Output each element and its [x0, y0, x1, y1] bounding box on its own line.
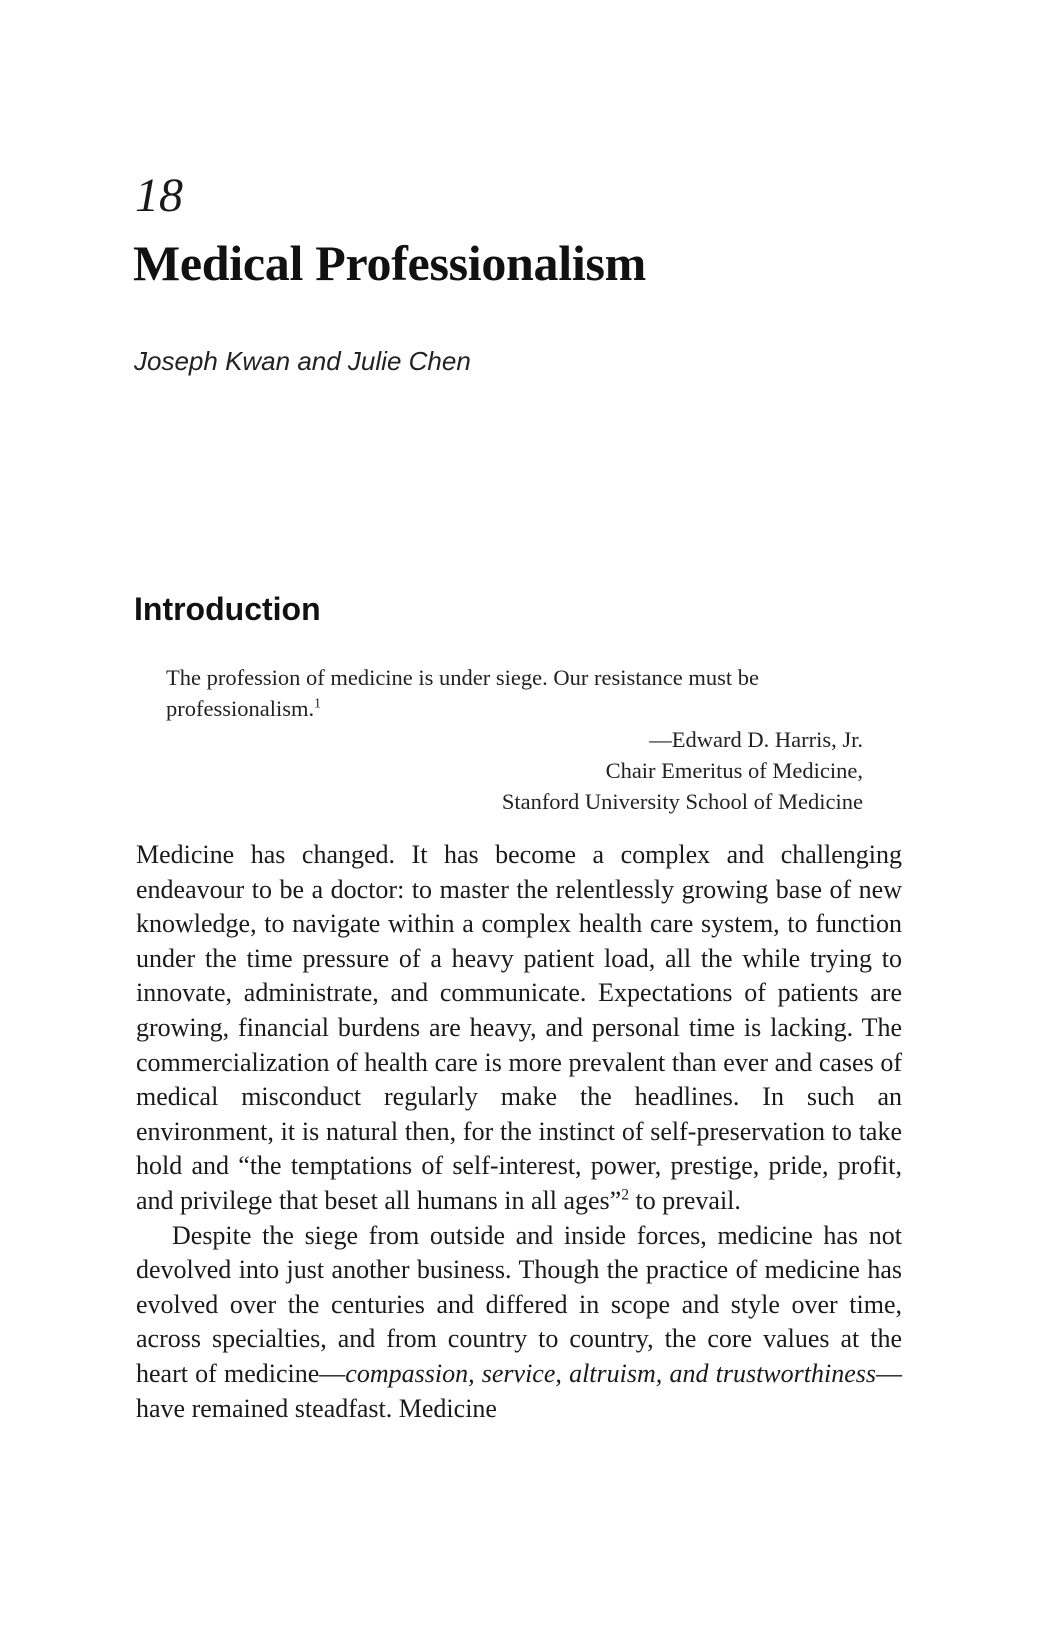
epigraph-attribution-name: —Edward D. Harris, Jr. — [649, 727, 863, 752]
epigraph-attribution-title: Chair Emeritus of Medicine, — [605, 758, 863, 783]
paragraph-2-text: Despite the siege from outside and inside forces, medicine has not devolved into just another business. Though the practice of medicine has evolved over the centuries and differed in scope and style over time, across specialties, and from country to country, the core values at the heart of medicine— — [136, 1220, 902, 1388]
paragraph-2-text-end: —have remained steadfast. Medicine — [136, 1358, 902, 1423]
epigraph-footnote-ref: 1 — [314, 695, 321, 711]
chapter-number: 18 — [135, 169, 183, 222]
epigraph-attribution-institution: Stanford University School of Medicine — [501, 789, 863, 814]
paragraph-1-footnote-ref: 2 — [621, 1186, 629, 1204]
paragraph-1 — [136, 838, 902, 1219]
epigraph-quote — [166, 662, 863, 724]
section-heading: Introduction — [134, 591, 321, 627]
chapter-title: Medical Professionalism — [133, 235, 646, 291]
paragraph-2 — [136, 1219, 902, 1427]
epigraph — [166, 662, 863, 817]
body-text — [136, 838, 902, 1426]
paragraph-1-text-end: to prevail. — [628, 1185, 741, 1215]
paragraph-2-emphasis: compassion, service, altruism, and trustworthiness — [345, 1358, 876, 1388]
epigraph-quote-text: The profession of medicine is under siege. Our resistance must be professionalism. — [166, 665, 759, 721]
chapter-authors: Joseph Kwan and Julie Chen — [134, 346, 471, 376]
paragraph-1-text: Medicine has changed. It has become a complex and challenging endeavour to be a doctor: to master the relentlessly growing base of new knowledge, to navigate within a complex health care system, to function under the time pressure of a heavy patient load, all the while trying to innovate, administrate, and communicate. Expectations of patients are growing, financial burdens are heavy, and personal time is lacking. The commercialization of health care is more prevalent than ever and cases of medical misconduct regularly make the headlines. In such an environment, it is natural then, for the instinct of self-preservation to take hold and “the temptations of self-interest, power, prestige, pride, profit, and privilege that beset all humans in all ages” — [136, 840, 902, 1215]
